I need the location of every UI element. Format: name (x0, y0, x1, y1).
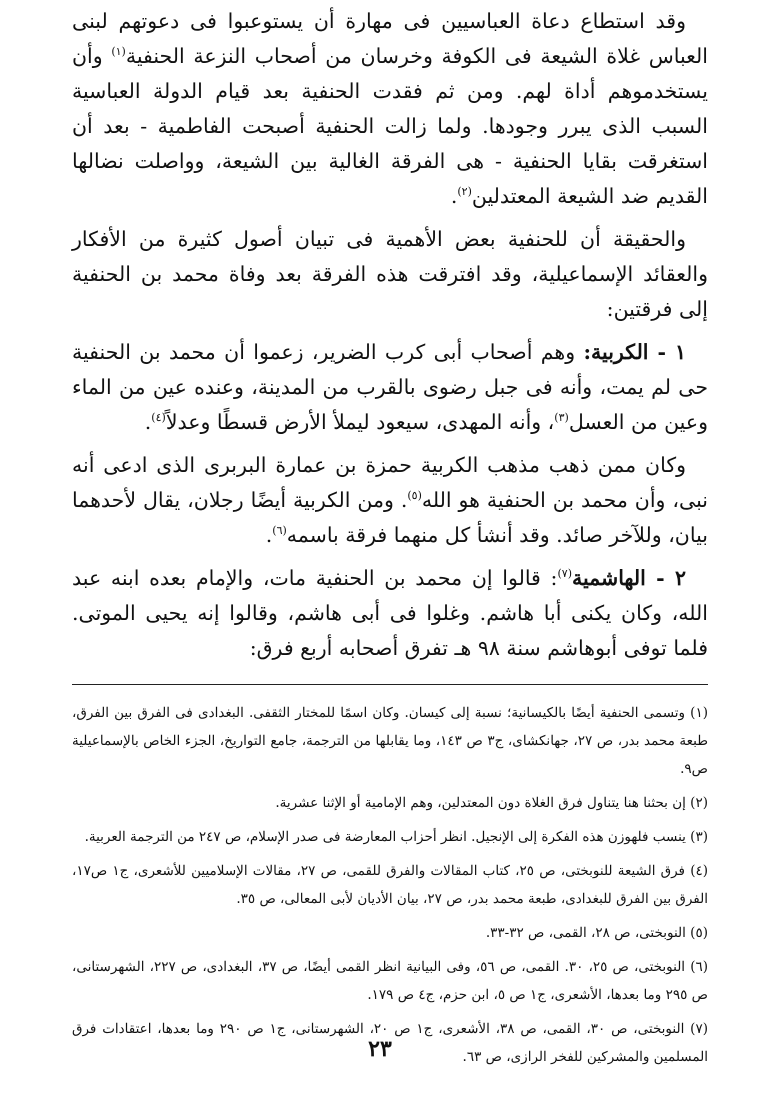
paragraph-text: وكان ممن ذهب مذهب الكربية حمزة بن عمارة البربرى الذى ادعى أنه نبى، وأن محمد بن الحنفية هو الله (72, 453, 708, 512)
paragraph-2 (72, 222, 708, 327)
paragraph-text: . (450, 184, 458, 208)
footnote-ref: (١) (111, 45, 126, 59)
footnote-5: (٥) النوبختى، ص ٢٨، القمى، ص ٣٢-٣٣. (485, 925, 708, 941)
paragraph-3 (72, 335, 708, 440)
paragraph-text: وأن يستخدموهم أداة لهم. ومن ثم فقدت الحنفية بعد قيام الدولة العباسية السبب الذى يبرر وجودها. ولما زالت الحنفية أصبحت الفاطمية - بعد أن استغرقت بقايا الحنفية - هى الفرقة الغالية بين الشيعة، وواصلت نضالها القديم ضد الشيعة المعتدلين (72, 44, 708, 208)
paragraph-5 (72, 561, 708, 666)
section-heading-hashimiya: ٢ - الهاشمية (571, 566, 686, 590)
footnote-ref: (٧) (557, 567, 572, 581)
paragraph-1 (72, 4, 708, 214)
paragraph-text: . (144, 410, 152, 434)
footnote-7: (٧) النوبختى، ص ٣٠، القمى، ص ٣٨، الأشعرى، ج١ ص ٢٠، الشهرستانى، ج١ ص ٢٩٠ وما بعدها، اعتقادات فرق المسلمين والمشركين للفخر الرازى، ص ٦٣. (72, 1021, 708, 1065)
footnote-ref: (٥) (407, 489, 422, 503)
footnote-ref: (٣) (554, 411, 569, 425)
footnote-6: (٦) النوبختى، ص ٢٥، ٣٠. القمى، ص ٥٦، وفى البيانية انظر القمى أيضًا، ص ٣٧، البغدادى، ص ٢٢٧، الشهرستانى، ص ٢٩٥ وما بعدها، الأشعرى، ج١ ص ٥، ابن حزم، ج٤ ص ١٧٩. (72, 959, 709, 1003)
paragraph-text: ، وأنه المهدى، سيعود ليملأ الأرض قسطًا وعدلاً (165, 410, 555, 434)
footnote-2: (٢) إن بحثنا هنا يتناول فرق الغلاة دون المعتدلين، وهم الإمامية أو الإثنا عشرية. (275, 795, 708, 811)
paragraph-text: والحقيقة أن للحنفية بعض الأهمية فى تبيان أصول كثيرة من الأفكار والعقائد الإسماعيلية، وقد افترقت هذه الفرقة بعد وفاة محمد بن الحنفية إلى فرقتين: (72, 227, 708, 321)
footnote-ref: (٦) (272, 524, 287, 538)
paragraph-text: وقد استطاع دعاة العباسيين فى مهارة أن يستوعبوا فى دعوتهم لبنى العباس غلاة الشيعة فى الكوفة وخرسان من أصحاب النزعة الحنفية (72, 9, 708, 68)
footnote-divider (72, 684, 708, 685)
paragraph-text: وهم أصحاب أبى كرب الضرير، زعموا أن محمد بن الحنفية حى لم يمت، وأنه فى جبل رضوى بالقرب من المدينة، وعنده عين من الماء وعين من العسل (72, 340, 708, 434)
footnote-1: (١) وتسمى الحنفية أيضًا بالكيسانية؛ نسبة إلى كيسان. وكان اسمًا للمختار الثقفى. البغدادى فى الفرق بين الفرق، طبعة محمد بدر، ص ٢٧، جهانكشاى، ج٣ ص ١٤٣، وما يقابلها من الترجمة، جامع التواريخ، الجزء الخاص بالإسماعيلية ص٩. (72, 705, 708, 777)
section-heading-karbiya: ١ - الكربية: (583, 340, 687, 364)
page-number: ٢٣ (368, 1036, 392, 1062)
page (72, 4, 708, 1077)
footnote-3: (٣) ينسب فلهوزن هذه الفكرة إلى الإنجيل. انظر أحزاب المعارضة فى صدر الإسلام، ص ٢٤٧ من الترجمة العربية. (84, 829, 708, 845)
footnote-ref: (٤) (151, 411, 166, 425)
paragraph-4 (72, 448, 708, 553)
main-text (72, 4, 708, 666)
footnotes (72, 699, 708, 1071)
paragraph-text: . (265, 523, 273, 547)
footnote-4: (٤) فرق الشيعة للنوبختى، ص ٢٥، كتاب المقالات والفرق للقمى، ص ٢٧، مقالات الإسلاميين للأشعرى، ج١ ص١٧، الفرق بين الفرق للبغدادى، طبعة محمد بدر، ص ٢٧، بيان الأديان لأبى المعالى، ص ٣٥. (72, 863, 709, 907)
footnote-ref: (٢) (457, 185, 472, 199)
paragraph-text: . ومن الكربية أيضًا رجلان، يقال لأحدهما بيان، وللآخر صائد. وقد أنشأ كل منهما فرقة باسمه (72, 488, 708, 547)
paragraph-text: : قالوا إن محمد بن الحنفية مات، والإمام بعده ابنه عبد الله، وكان يكنى أبا هاشم. وغلوا فى أبى هاشم، وقالوا إنه يحيى الموتى. فلما توفى أبوهاشم سنة ٩٨ هـ تفرق أصحابه أربع فرق: (72, 566, 708, 660)
